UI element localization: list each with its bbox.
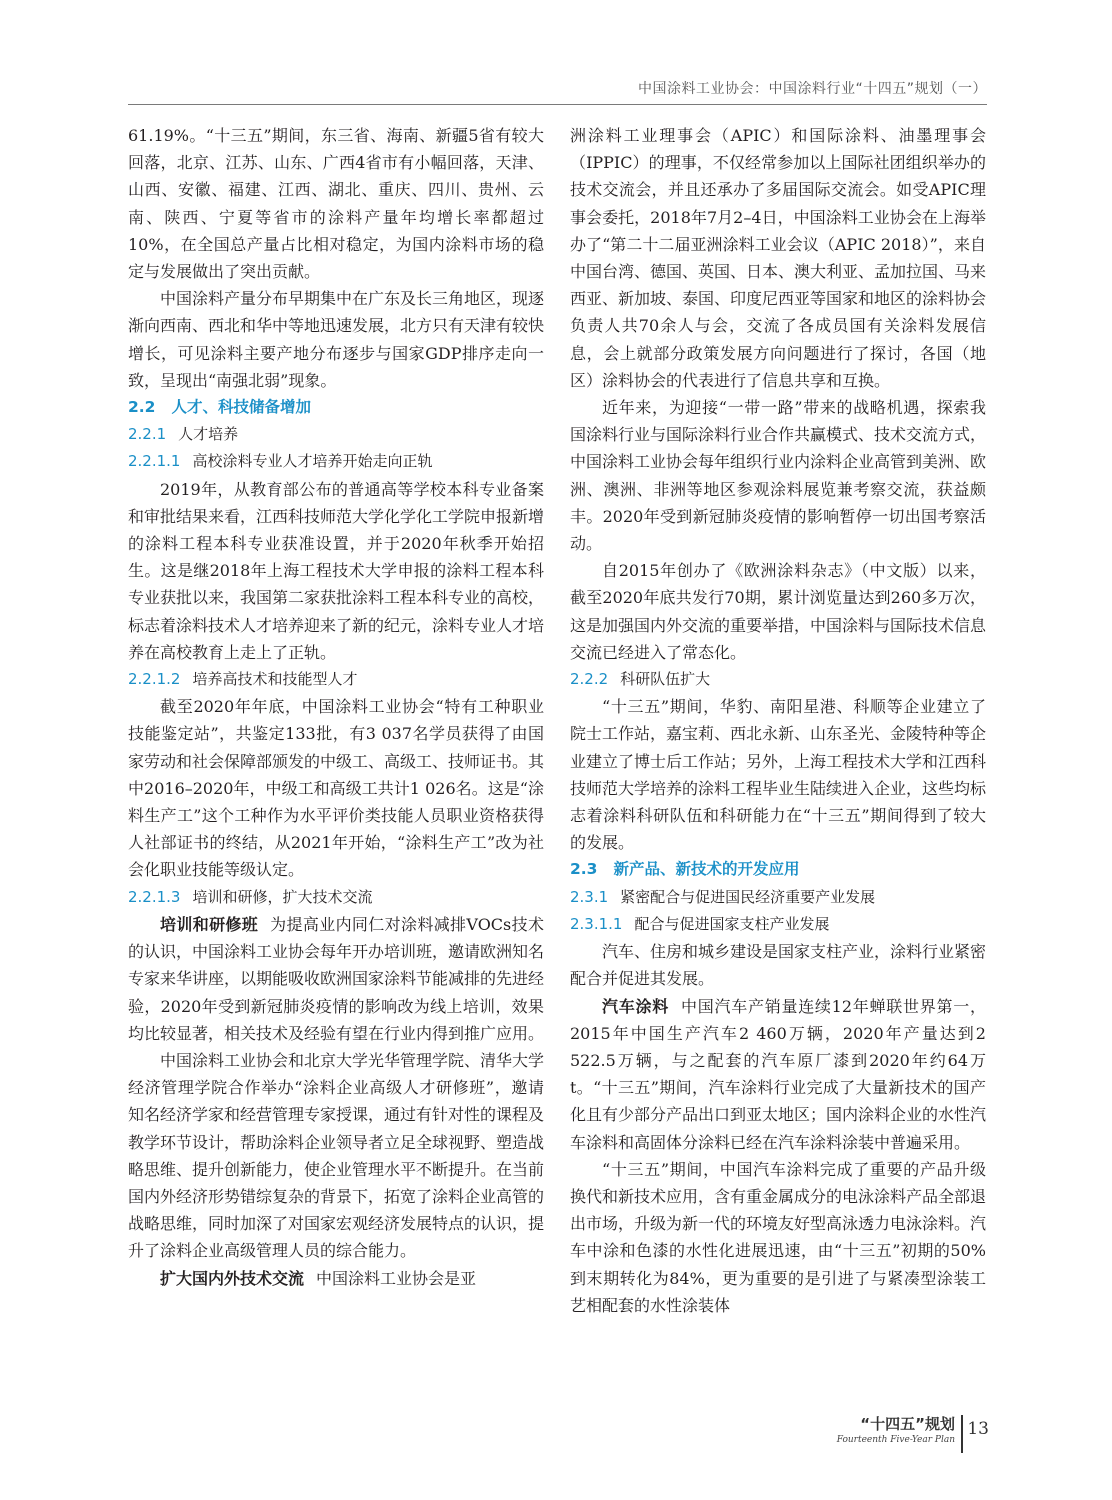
section-title: 培养高技术和技能型人才	[192, 670, 358, 689]
paragraph: 洲涂料工业理事会（APIC）和国际涂料、油墨理事会（IPPIC）的理事，不仅经常参加以上国际社团组织举办的技术交流会，并且还承办了多届国际交流会。如受APIC理事会委托，2018年7月2–4日，中国涂料工业协会在上海举办了“第二十二届亚洲涂料工业会议（APIC 2018）”，来自中国台湾、德国、英国、日本、澳大利亚、孟加拉国、马来西亚、新加坡、泰国、印度尼西亚等国家和地区的涂料协会负责人共70余人与会，交流了各成员国有关涂料发展信息，会上就部分政策发展方向问题进行了探讨，各国（地区）涂料协会的代表进行了信息共享和互换。	[570, 126, 987, 390]
section-number: 2.2.2	[570, 670, 609, 689]
section-title: 人才、科技储备增加	[171, 398, 311, 417]
paragraph: 2019年，从教育部公布的普通高等学校本科专业备案和审批结果来看，江西科技师范大学化学化工学院申报新增的涂料工程本科专业获准设置，并于2020年秋季开始招生。这是继2018年上海工程技术大学申报的涂料工程本科专业获批以来，我国第二家获批涂料工程本科专业的高校，标志着涂料技术人才培养迎来了新的纪元，涂料专业人才培养在高校教育上走上了正轨。	[128, 479, 545, 662]
section-number: 2.2.1	[128, 425, 167, 444]
section-number: 2.2.1.2	[128, 670, 181, 689]
section-heading-2-3	[570, 856, 986, 883]
footer-plan-title: “十四五”规划	[860, 1415, 955, 1433]
paragraph: “十三五”期间，华豹、南阳星港、科顺等企业建立了院士工作站，嘉宝莉、西北永新、山东圣光、金陵特种等企业建立了博士后工作站；另外，上海工程技术大学和江西科技师范大学培养的涂料工程毕业生陆续进入企业，这些均标志着涂料科研队伍和科研能力在“十三五”期间得到了较大的发展。	[570, 697, 987, 853]
footer-plan-english: Fourteenth Five-Year Plan	[836, 1435, 955, 1445]
section-heading-2-2-1-3	[128, 884, 544, 911]
running-header-title: 中国涂料工业协会：中国涂料行业“十四五”规划（一）	[637, 81, 987, 97]
section-number: 2.2.1.1	[128, 452, 181, 471]
page-number: 13	[967, 1419, 989, 1439]
left-column	[128, 122, 544, 1292]
paragraph-lead: 扩大国内外技术交流	[160, 1268, 305, 1288]
paragraph: 中国涂料工业协会和北京大学光华管理学院、清华大学经济管理学院合作举办“涂料企业高级人才研修班”，邀请知名经济学家和经营管理专家授课，通过有针对性的课程及教学环节设计，帮助涂料企业领导者立足全球视野、塑造战略思维、提升创新能力，使企业管理水平不断提升。在当前国内外经济形势错综复杂的背景下，拓宽了涂料企业高管的战略思维，同时加深了对国家宏观经济发展特点的认识，提升了涂料企业高级管理人员的综合能力。	[128, 1050, 545, 1261]
section-title: 配合与促进国家支柱产业发展	[634, 914, 830, 933]
paragraph-body: 中国涂料工业协会是亚	[316, 1268, 477, 1288]
right-column	[570, 122, 986, 1319]
section-title: 科研队伍扩大	[620, 670, 711, 689]
paragraph: 中国涂料产量分布早期集中在广东及长三角地区，现逐渐向西南、西北和华中等地迅速发展，北方只有天津有较快增长，可见涂料主要产地分布逐步与国家GDP排序走向一致，呈现出“南强北弱”现象。	[128, 289, 545, 390]
paragraph: 截至2020年年底，中国涂料工业协会“特有工种职业技能鉴定站”，共鉴定133批，有3 037名学员获得了由国家劳动和社会保障部颁发的中级工、高级工、技师证书。其中2016–2020年，中级工和高级工共计1 026名。这是“涂料生产工”这个工种作为水平评价类技能人员职业资格获得人社部证书的终结，从2021年开始，“涂料生产工”改为社会化职业技能等级认定。	[128, 697, 545, 880]
paragraph: 近年来，为迎接“一带一路”带来的战略机遇，探索我国涂料行业与国际涂料行业合作共赢模式、技术交流方式，中国涂料工业协会每年组织行业内涂料企业高管到美洲、欧洲、澳洲、非洲等地区参观涂料展览兼考察交流，获益颇丰。2020年受到新冠肺炎疫情的影响暂停一切出国考察活动。	[570, 398, 987, 554]
section-number: 2.2.1.3	[128, 887, 181, 906]
paragraph	[570, 993, 986, 1156]
section-heading-2-3-1	[570, 884, 986, 911]
section-title: 新产品、新技术的开发应用	[613, 860, 800, 879]
section-heading-2-2	[128, 394, 544, 421]
section-heading-2-2-1	[128, 421, 544, 448]
section-number: 2.2	[128, 398, 156, 417]
section-number: 2.3.1.1	[570, 914, 623, 933]
footer-divider	[961, 1415, 963, 1453]
section-title: 人才培养	[178, 425, 239, 444]
running-header	[128, 78, 987, 105]
section-heading-2-2-2	[570, 666, 986, 693]
section-title: 培训和研修，扩大技术交流	[192, 887, 373, 906]
section-title: 紧密配合与促进国民经济重要产业发展	[620, 887, 876, 906]
paragraph-body: 中国汽车产销量连续12年蝉联世界第一，2015年中国生产汽车2 460万辆，2020年产量达到2 522.5万辆，与之配套的汽车原厂漆到2020年约64万t。“十三五”期间，汽车涂料行业完成了大量新技术的国产化且有少部分产品出口到亚太地区；国内涂料企业的水性汽车涂料和高固体分涂料已经在汽车涂料涂装中普遍采用。	[570, 996, 987, 1152]
paragraph-lead: 培训和研修班	[160, 914, 259, 934]
section-title: 高校涂料专业人才培养开始走向正轨	[192, 452, 433, 471]
paragraph: “十三五”期间，中国汽车涂料完成了重要的产品升级换代和新技术应用，含有重金属成分的电泳涂料产品全部退出市场，升级为新一代的环境友好型高泳透力电泳涂料。汽车中涂和色漆的水性化进展迅速，由“十三五”初期的50%到末期转化为84%，更为重要的是引进了与紧凑型涂装工艺相配套的水性涂装体	[570, 1159, 987, 1315]
section-number: 2.3	[570, 860, 598, 879]
section-number: 2.3.1	[570, 887, 609, 906]
paragraph: 汽车、住房和城乡建设是国家支柱产业，涂料行业紧密配合并促进其发展。	[570, 942, 987, 989]
section-heading-2-3-1-1	[570, 911, 986, 938]
section-heading-2-2-1-1	[128, 448, 544, 475]
paragraph-body: 为提高业内同仁对涂料减排VOCs技术的认识，中国涂料工业协会每年开办培训班，邀请欧洲知名专家来华讲座，以期能吸收欧洲国家涂料节能减排的先进经验，2020年受到新冠肺炎疫情的影响改为线上培训，效果均比较显著，相关技术及经验有望在行业内得到推广应用。	[128, 914, 545, 1043]
section-heading-2-2-1-2	[128, 666, 544, 693]
paragraph	[128, 1265, 544, 1292]
paragraph: 自2015年创办了《欧洲涂料杂志》（中文版）以来，截至2020年底共发行70期，累计浏览量达到260多万次，这是加强国内外交流的重要举措，中国涂料与国际技术信息交流已经进入了常态化。	[570, 561, 987, 662]
paragraph-lead: 汽车涂料	[602, 996, 669, 1016]
paragraph	[128, 911, 544, 1047]
paragraph: 61.19%。“十三五”期间，东三省、海南、新疆5省有较大回落，北京、江苏、山东、广西4省市有小幅回落，天津、山西、安徽、福建、江西、湖北、重庆、四川、贵州、云南、陕西、宁夏等省市的涂料产量年均增长率都超过10%，在全国总产量占比相对稳定，为国内涂料市场的稳定与发展做出了突出贡献。	[128, 126, 544, 282]
